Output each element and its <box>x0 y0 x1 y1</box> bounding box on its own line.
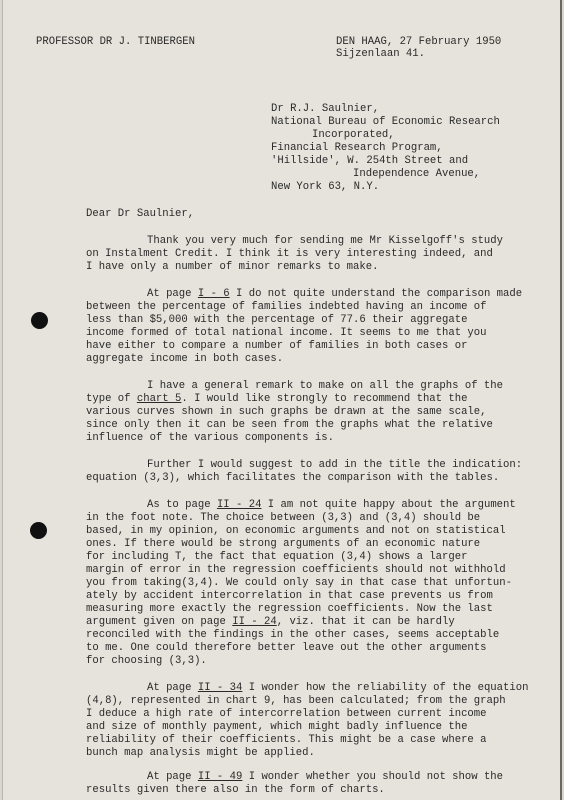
text-line: aggregate income in both cases. <box>86 353 284 365</box>
address-line: Financial Research Program, <box>271 142 443 154</box>
text-line: reconciled with the findings in the other cases, seems acceptable <box>86 629 500 641</box>
text-line: bunch map analysis might be applied. <box>86 747 315 759</box>
text-line: and size of monthly payment, which might badly influence the <box>86 721 468 733</box>
place-and-date: DEN HAAG, 27 February 1950 <box>336 36 502 48</box>
text-line: income formed of total national income. It seems to me that you <box>86 327 487 339</box>
page-reference: II - 24 <box>232 616 277 628</box>
address-line: Incorporated, <box>312 129 395 141</box>
text-line: have either to compare a number of families in both cases or <box>86 340 468 352</box>
text-line: on Instalment Credit. I think it is very interesting indeed, and <box>86 248 493 260</box>
page-reference: II - 34 <box>197 682 243 694</box>
text-line: based, in my opinion, on economic arguments and not on statistical <box>86 525 506 537</box>
text-line: between the percentage of families indebted having an income of <box>86 301 487 313</box>
address-line: Independence Avenue, <box>353 168 481 180</box>
text-line: I deduce a high rate of intercorrelation between current income <box>86 708 487 720</box>
text-line: Thank you very much for sending me Mr Kisselgoff's study <box>147 235 504 247</box>
text-line: results given there also in the form of charts. <box>86 784 385 796</box>
text-line: I have only a number of minor remarks to make. <box>86 261 379 273</box>
page-reference: II - 24 <box>216 499 262 511</box>
address-line: Dr R.J. Saulnier, <box>271 103 380 115</box>
text-line: reliability of their coefficients. This might be a case where a <box>86 734 487 746</box>
text-line: ately by accident intercorrelation in that case prevents us from <box>86 590 493 602</box>
text-line: margin of error in the regression coefficients should not withhold <box>86 564 506 576</box>
text-line: less than $5,000 with the percentage of 77.6 their aggregate <box>86 314 468 326</box>
punch-hole <box>31 312 48 329</box>
text-line: for including T, the fact that equation (3,4) shows a larger <box>86 551 468 563</box>
text-line: in the foot note. The choice between (3,3) and (3,4) should be <box>86 512 481 524</box>
salutation: Dear Dr Saulnier, <box>86 208 195 220</box>
text-line: As to page II - 24 I am not quite happy about the argument <box>147 499 516 511</box>
text-line: I have a general remark to make on all the graphs of the <box>147 380 504 392</box>
page-reference: I - 6 <box>197 288 230 300</box>
punch-hole <box>30 522 47 539</box>
text-line: (4,8), represented in chart 9, has been calculated; from the graph <box>86 695 506 707</box>
text-line: influence of the various components is. <box>86 432 334 444</box>
sender-street: Sijzenlaan 41. <box>336 48 426 60</box>
text-line: to me. One could therefore better leave out the other arguments <box>86 642 487 654</box>
text-line: At page II - 49 I wonder whether you should not show the <box>147 771 504 783</box>
text-line: Further I would suggest to add in the title the indication: <box>147 459 523 471</box>
text-line: various curves shown in such graphs be drawn at the same scale, <box>86 406 487 418</box>
text-line: ones. If there would be strong arguments of an economic nature <box>86 538 481 550</box>
page-reference: II - 49 <box>197 771 243 783</box>
text-line: type of chart 5. I would like strongly to recommend that the <box>86 393 468 405</box>
chart-reference: chart 5 <box>136 393 182 405</box>
address-line: National Bureau of Economic Research <box>271 116 500 128</box>
text-line: equation (3,3), which facilitates the comparison with the tables. <box>86 472 500 484</box>
sender-name: PROFESSOR DR J. TINBERGEN <box>36 36 195 48</box>
text-line: At page I - 6 I do not quite understand the comparison made <box>147 288 523 300</box>
address-line: New York 63, N.Y. <box>271 181 380 193</box>
text-line: measuring more exactly the regression coefficients. Now the last <box>86 603 493 615</box>
text-line: argument given on page II - 24, viz. that it can be hardly <box>86 616 455 628</box>
letter-page <box>2 0 562 800</box>
text-line: since only then it can be seen from the graphs what the relative <box>86 419 493 431</box>
text-line: you from taking(3,4). We could only say in that case that unfortun- <box>86 577 512 589</box>
text-line: for choosing (3,3). <box>86 655 207 667</box>
text-line: At page II - 34 I wonder how the reliability of the equation <box>147 682 529 694</box>
address-line: 'Hillside', W. 254th Street and <box>271 155 469 167</box>
